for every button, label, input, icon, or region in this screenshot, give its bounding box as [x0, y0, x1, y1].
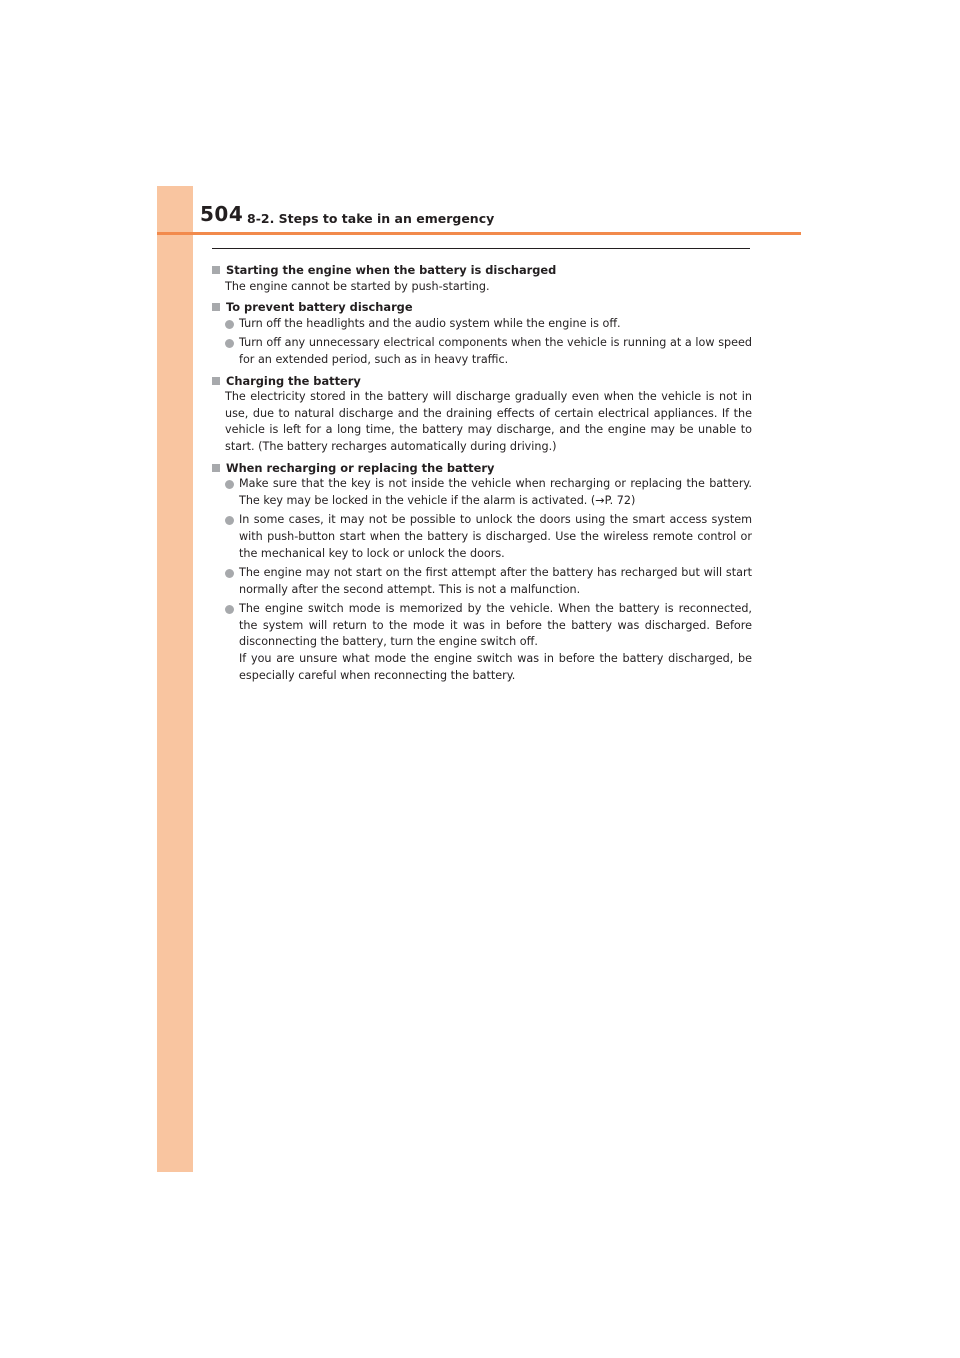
square-bullet-icon — [212, 303, 220, 311]
circle-bullet-icon — [225, 605, 234, 614]
circle-bullet-icon — [225, 480, 234, 489]
square-bullet-icon — [212, 377, 220, 385]
section-heading: Charging the battery — [212, 373, 752, 390]
list-item: Make sure that the key is not inside the vehicle when recharging or replacing the battery. The key may be locked in the vehicle if the alarm is activated. (→P. 72) — [212, 476, 752, 509]
section-heading: Starting the engine when the battery is discharged — [212, 262, 752, 279]
section-heading: When recharging or replacing the battery — [212, 460, 752, 477]
circle-bullet-icon — [225, 320, 234, 329]
header-rule — [157, 232, 801, 235]
page-number: 504 — [200, 202, 244, 226]
list-item: The engine switch mode is memorized by the vehicle. When the battery is reconnected, the system will return to the mode it was in before the battery was discharged. Before disconnecting the battery, turn the engine switch off. If you are unsure what mode the engine switch was in before the battery discharged, be especially careful when reconnecting the battery. — [212, 601, 752, 684]
list-item: The engine may not start on the first attempt after the battery has recharged but will start normally after the second attempt. This is not a malfunction. — [212, 565, 752, 598]
circle-bullet-icon — [225, 569, 234, 578]
content-top-rule — [212, 248, 750, 249]
circle-bullet-icon — [225, 339, 234, 348]
section-body: The electricity stored in the battery will discharge gradually even when the vehicle is not in use, due to natural discharge and the draining effects of certain electrical appliances. If the vehicle is left for a long time, the battery may discharge, and the engine may be unable to start. (The battery recharges automatically during driving.) — [225, 390, 752, 453]
list-item: In some cases, it may not be possible to unlock the doors using the smart access system with push-button start when the battery is discharged. Use the wireless remote control or the mechanical key to lock or unlock the doors. — [212, 512, 752, 562]
section-title: 8-2. Steps to take in an emergency — [247, 211, 495, 226]
list-item: Turn off the headlights and the audio system while the engine is off. — [212, 316, 752, 333]
square-bullet-icon — [212, 464, 220, 472]
circle-bullet-icon — [225, 516, 234, 525]
side-tab — [157, 186, 193, 1172]
page-content — [212, 258, 752, 687]
square-bullet-icon — [212, 266, 220, 274]
list-item: Turn off any unnecessary electrical components when the vehicle is running at a low speed for an extended period, such as in heavy traffic. — [212, 335, 752, 368]
section-body: The engine cannot be started by push-starting. — [225, 279, 490, 293]
section-heading: To prevent battery discharge — [212, 299, 752, 316]
